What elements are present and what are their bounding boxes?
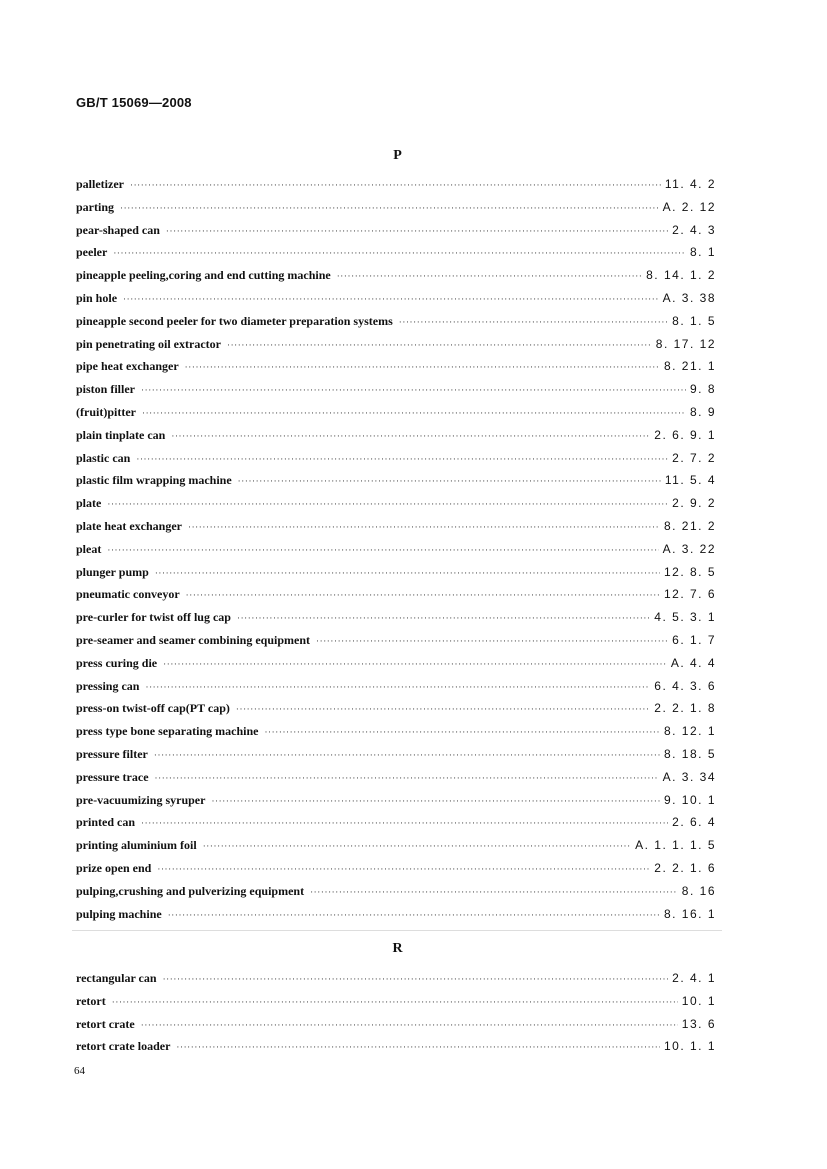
- entry-reference: 8. 12. 1: [663, 724, 716, 739]
- entry-term: pin hole: [76, 290, 118, 305]
- entry-term: printing aluminium foil: [76, 838, 197, 853]
- entry-reference: 10. 1: [681, 993, 716, 1008]
- index-entry: [76, 747, 716, 770]
- entry-reference: A. 3. 38: [662, 290, 716, 305]
- entry-reference: 8. 16. 1: [663, 906, 716, 921]
- entry-term: plain tinplate can: [76, 427, 166, 442]
- entry-term: pulping,crushing and pulverizing equipment: [76, 883, 305, 898]
- dot-leader: [168, 910, 660, 920]
- entry-term: rectangular can: [76, 971, 157, 985]
- entry-term: pipe heat exchanger: [76, 359, 179, 374]
- index-entry: [76, 519, 716, 542]
- entry-term: peeler: [76, 245, 108, 260]
- dot-leader: [112, 997, 678, 1007]
- entry-reference: 8. 1: [689, 245, 716, 260]
- entry-term: piston filler: [76, 382, 135, 397]
- index-entry: [76, 701, 716, 724]
- dot-leader: [141, 818, 668, 828]
- dot-leader: [185, 362, 660, 372]
- entry-reference: A. 3. 34: [662, 769, 716, 784]
- index-entry: [76, 565, 716, 588]
- dot-leader: [120, 203, 659, 213]
- entry-term: retort: [76, 993, 106, 1008]
- index-entry: [76, 994, 716, 1017]
- index-entry: [76, 815, 716, 838]
- index-entry: [76, 200, 716, 223]
- entry-term: pear-shaped can: [76, 222, 160, 237]
- entry-reference: 13. 6: [681, 1016, 716, 1031]
- index-entry: [76, 907, 716, 930]
- entry-term: plate heat exchanger: [76, 518, 182, 533]
- dot-leader: [123, 294, 659, 304]
- entry-term: retort crate: [76, 1016, 135, 1031]
- section-letter-p: P: [393, 148, 402, 163]
- entry-reference: 9. 8: [689, 382, 716, 397]
- entry-term: plastic can: [76, 450, 131, 465]
- index-entry: [76, 177, 716, 200]
- index-entry: [76, 473, 716, 496]
- entry-reference: 9. 10. 1: [663, 792, 716, 807]
- entry-reference: 2. 4. 3: [672, 222, 716, 237]
- entry-term: press curing die: [76, 655, 158, 670]
- entry-reference: 2. 2. 1. 8: [654, 701, 716, 716]
- dot-leader: [399, 317, 668, 327]
- index-entry: [76, 245, 716, 268]
- index-entry: [76, 451, 716, 474]
- entry-reference: 2. 2. 1. 6: [654, 860, 716, 875]
- entry-term: plate: [76, 496, 102, 511]
- dot-leader: [155, 568, 660, 578]
- index-entry: [76, 314, 716, 337]
- index-entry: [76, 884, 716, 907]
- index-entry: [76, 359, 716, 382]
- index-list-r: [76, 971, 716, 1062]
- entry-reference: 2. 4. 1: [672, 971, 716, 985]
- entry-term: press-on twist-off cap(PT cap): [76, 701, 230, 716]
- index-entry: [76, 610, 716, 633]
- entry-term: printed can: [76, 815, 136, 830]
- entry-reference: 8. 17. 12: [655, 336, 716, 351]
- index-entry: [76, 428, 716, 451]
- document-id: GB/T 15069—2008: [76, 95, 192, 110]
- entry-term: pineapple second peeler for two diameter preparation systems: [76, 313, 393, 328]
- dot-leader: [163, 659, 667, 669]
- entry-reference: A. 2. 12: [662, 199, 716, 214]
- entry-reference: 4. 5. 3. 1: [654, 610, 716, 625]
- entry-term: plastic film wrapping machine: [76, 473, 232, 488]
- index-entry: [76, 496, 716, 519]
- page-number: 64: [74, 1065, 85, 1077]
- index-entry: [76, 587, 716, 610]
- dot-leader: [176, 1042, 660, 1052]
- index-entry: [76, 337, 716, 360]
- index-entry: [76, 724, 716, 747]
- index-entry: [76, 679, 716, 702]
- index-entry: [76, 656, 716, 679]
- entry-reference: 10. 1. 1: [663, 1039, 716, 1054]
- index-entry: [76, 268, 716, 291]
- entry-term: pneumatic conveyor: [76, 587, 180, 602]
- dot-leader: [142, 408, 686, 418]
- entry-reference: 11. 4. 2: [664, 177, 716, 191]
- index-entry: [76, 291, 716, 314]
- entry-reference: 2. 9. 2: [672, 496, 716, 511]
- dot-leader: [145, 682, 650, 692]
- entry-term: parting: [76, 199, 115, 214]
- dot-leader: [211, 796, 660, 806]
- index-entry: [76, 542, 716, 565]
- entry-reference: 8. 14. 1. 2: [646, 268, 716, 283]
- entry-reference: 8. 21. 1: [663, 359, 716, 374]
- dot-leader: [238, 476, 661, 486]
- index-entry: [76, 861, 716, 884]
- dot-leader: [136, 454, 668, 464]
- entry-term: pleat: [76, 541, 102, 556]
- index-entry: [76, 971, 716, 994]
- dot-leader: [186, 590, 660, 600]
- entry-reference: 12. 7. 6: [663, 587, 716, 602]
- index-list-p: [76, 177, 716, 929]
- entry-reference: 2. 6. 4: [672, 815, 716, 830]
- dot-leader: [166, 226, 668, 236]
- entry-term: pre-seamer and seamer combining equipment: [76, 632, 310, 647]
- entry-term: pressing can: [76, 678, 140, 693]
- entry-reference: 6. 1. 7: [672, 632, 716, 647]
- entry-term: pre-curler for twist off lug cap: [76, 610, 231, 625]
- index-entry: [76, 1039, 716, 1062]
- entry-reference: 8. 1. 5: [672, 313, 716, 328]
- entry-reference: 8. 16: [681, 883, 716, 898]
- entry-term: pressure trace: [76, 769, 149, 784]
- entry-term: retort crate loader: [76, 1039, 171, 1054]
- dot-leader: [337, 271, 642, 281]
- entry-term: pre-vacuumizing syruper: [76, 792, 206, 807]
- entry-reference: 8. 18. 5: [663, 746, 716, 761]
- entry-reference: 12. 8. 5: [663, 564, 716, 579]
- dot-leader: [141, 385, 686, 395]
- entry-reference: 2. 7. 2: [672, 450, 716, 465]
- dot-leader: [130, 180, 661, 190]
- index-entry: [76, 838, 716, 861]
- entry-reference: 8. 21. 2: [663, 518, 716, 533]
- dot-leader: [155, 773, 659, 783]
- index-entry: [76, 1017, 716, 1040]
- index-entry: [76, 382, 716, 405]
- dot-leader: [171, 431, 650, 441]
- dot-leader: [154, 750, 660, 760]
- dot-leader: [236, 704, 650, 714]
- entry-reference: A. 1. 1. 1. 5: [635, 838, 716, 853]
- dot-leader: [141, 1020, 678, 1030]
- index-entry: [76, 770, 716, 793]
- entry-term: (fruit)pitter: [76, 404, 136, 419]
- dot-leader: [264, 727, 660, 737]
- entry-reference: A. 4. 4: [670, 655, 716, 670]
- index-entry: [76, 793, 716, 816]
- dot-leader: [203, 841, 631, 851]
- dot-leader: [310, 887, 678, 897]
- index-entry: [76, 223, 716, 246]
- dot-leader: [107, 545, 658, 555]
- section-divider: [72, 930, 722, 931]
- dot-leader: [227, 340, 652, 350]
- entry-reference: 2. 6. 9. 1: [654, 427, 716, 442]
- dot-leader: [237, 613, 650, 623]
- index-entry: [76, 633, 716, 656]
- entry-term: prize open end: [76, 860, 152, 875]
- entry-reference: A. 3. 22: [662, 541, 716, 556]
- entry-term: pineapple peeling,coring and end cutting machine: [76, 268, 331, 283]
- entry-reference: 6. 4. 3. 6: [654, 678, 716, 693]
- dot-leader: [163, 974, 669, 984]
- entry-reference: 8. 9: [689, 404, 716, 419]
- dot-leader: [113, 248, 686, 258]
- dot-leader: [157, 864, 650, 874]
- entry-term: pin penetrating oil extractor: [76, 336, 221, 351]
- dot-leader: [188, 522, 660, 532]
- entry-reference: 11. 5. 4: [664, 473, 716, 488]
- entry-term: plunger pump: [76, 564, 149, 579]
- dot-leader: [107, 499, 668, 509]
- section-letter-r: R: [392, 941, 403, 956]
- entry-term: press type bone separating machine: [76, 724, 259, 739]
- entry-term: pulping machine: [76, 906, 162, 921]
- entry-term: palletizer: [76, 177, 124, 191]
- index-entry: [76, 405, 716, 428]
- dot-leader: [316, 636, 668, 646]
- entry-term: pressure filter: [76, 746, 148, 761]
